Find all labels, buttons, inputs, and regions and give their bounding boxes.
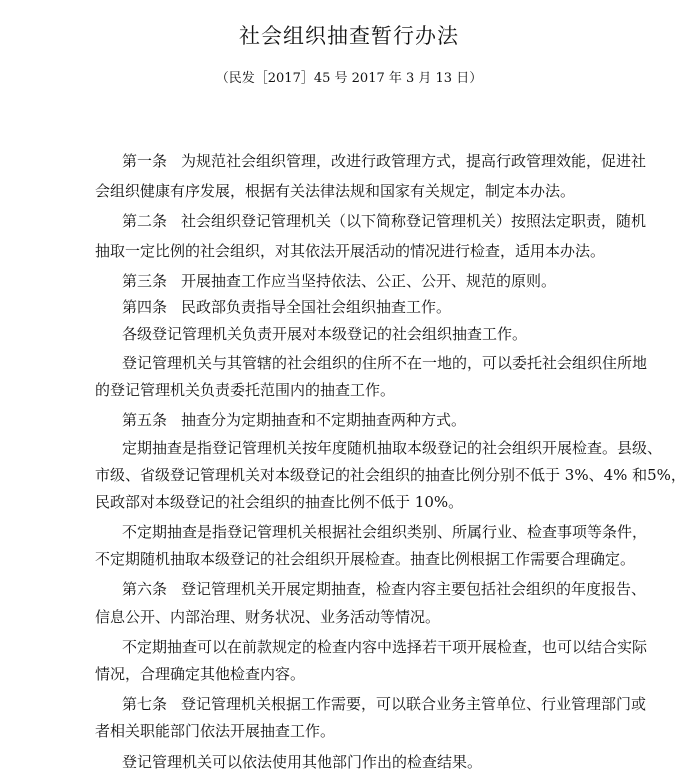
paragraph-text: 信息公开、内部治理、财务状况、业务活动等情况。 <box>95 608 441 626</box>
paragraph-text: 社会组织登记管理机关（以下简称登记管理机关）按照法定职责，随机 <box>181 212 647 230</box>
article-label: 第六条 <box>122 580 168 598</box>
paragraph-text: 会组织健康有序发展，根据有关法律法规和国家有关规定，制定本办法。 <box>95 182 576 200</box>
paragraph-line <box>122 353 647 373</box>
paragraph-line <box>95 549 635 569</box>
paragraph-line <box>95 241 605 261</box>
paragraph-line <box>122 271 556 291</box>
paragraph-text: 情况，合理确定其他检查内容。 <box>95 665 306 683</box>
article-label: 第三条 <box>122 272 168 290</box>
paragraph-line <box>122 297 451 317</box>
paragraph-line <box>122 637 647 657</box>
paragraph-line <box>95 181 575 201</box>
paragraph-text: 登记管理机关可以依法使用其他部门作出的检查结果。 <box>122 753 483 771</box>
paragraph-text: 民政部负责指导全国社会组织抽查工作。 <box>181 298 452 316</box>
article-label: 第四条 <box>122 298 168 316</box>
paragraph-line <box>122 151 646 171</box>
article-label: 第七条 <box>122 695 168 713</box>
paragraph-text: 各级登记管理机关负责开展对本级登记的社会组织抽查工作。 <box>122 325 528 343</box>
paragraph-text: 的登记管理机关负责委托范围内的抽查工作。 <box>95 381 396 399</box>
paragraph-text: 不定期抽查可以在前款规定的检查内容中选择若干项开展检查，也可以结合实际 <box>122 638 648 656</box>
paragraph-text: 定期抽查是指登记管理机关按年度随机抽取本级登记的社会组织开展检查。县级、 <box>122 439 663 457</box>
paragraph-line <box>95 607 440 627</box>
paragraph-line <box>122 522 647 542</box>
paragraph-text: 市级、省级登记管理机关对本级登记的社会组织的抽查比例分别不低于 3%、4% 和5%， <box>95 466 686 484</box>
paragraph-line <box>122 324 527 344</box>
paragraph-line <box>95 664 305 684</box>
paragraph-text: 抽取一定比例的社会组织，对其依法开展活动的情况进行检查，适用本办法。 <box>95 242 606 260</box>
paragraph-line <box>95 492 463 512</box>
paragraph-text: 不定期随机抽取本级登记的社会组织开展检查。抽查比例根据工作需要合理确定。 <box>95 550 636 568</box>
issue-info: （民发［2017］45 号 2017 年 3 月 13 日） <box>215 71 483 86</box>
paragraph-text: 为规范社会组织管理，改进行政管理方式，提高行政管理效能，促进社 <box>181 152 647 170</box>
paragraph-text: 登记管理机关根据工作需要，可以联合业务主管单位、行业管理部门或 <box>181 695 647 713</box>
paragraph-line <box>95 380 395 400</box>
paragraph-text: 抽查分为定期抽查和不定期抽查两种方式。 <box>181 411 467 429</box>
paragraph-line <box>122 438 662 458</box>
article-label: 第一条 <box>122 152 168 170</box>
paragraph-text: 登记管理机关开展定期抽查，检查内容主要包括社会组织的年度报告、 <box>181 580 647 598</box>
article-label: 第二条 <box>122 212 168 230</box>
paragraph-text: 者相关职能部门依法开展抽查工作。 <box>95 722 336 740</box>
paragraph-line <box>95 465 686 485</box>
paragraph-text: 不定期抽查是指登记管理机关根据社会组织类别、所属行业、检查事项等条件， <box>122 523 648 541</box>
paragraph-line <box>122 694 646 714</box>
paragraph-line <box>122 211 646 231</box>
paragraph-line <box>95 721 335 741</box>
paragraph-line <box>122 752 482 772</box>
paragraph-line <box>122 579 646 599</box>
paragraph-text: 登记管理机关与其管辖的社会组织的住所不在一地的，可以委托社会组织住所地 <box>122 354 648 372</box>
paragraph-text: 民政部对本级登记的社会组织的抽查比例不低于 10%。 <box>95 493 464 511</box>
paragraph-line <box>122 410 466 430</box>
document-title: 社会组织抽查暂行办法 <box>239 24 459 48</box>
article-label: 第五条 <box>122 411 168 429</box>
paragraph-text: 开展抽查工作应当坚持依法、公正、公开、规范的原则。 <box>181 272 557 290</box>
